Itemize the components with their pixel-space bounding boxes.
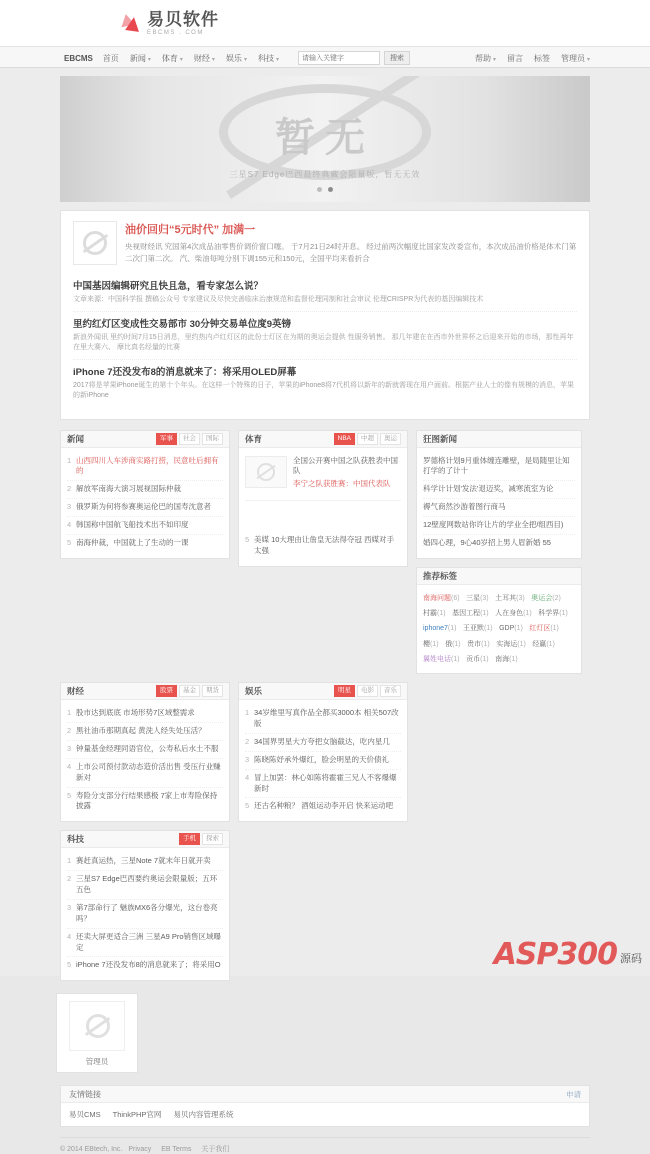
tag-label: 南海问题 [423, 594, 451, 602]
tag-count: (1) [509, 655, 518, 663]
item-index: 3 [67, 902, 72, 912]
list-item[interactable] [67, 741, 223, 759]
item-title: iPhone 7还没发布8的消息就来了；将采用O [76, 960, 221, 970]
tag-label: 实海运 [496, 640, 518, 648]
tab-futures[interactable]: 期货 [202, 685, 223, 697]
tag-link[interactable] [531, 595, 561, 602]
card-header [61, 831, 229, 848]
tab-funds[interactable]: 基金 [179, 685, 200, 697]
card-entertainment [238, 682, 408, 822]
card-header [417, 431, 581, 448]
banner-caption: 三星S7 Edge巴西最终典藏会限量版，暂无无效 [229, 170, 421, 179]
tag-link[interactable] [452, 610, 489, 617]
nav-item-sports[interactable] [162, 53, 183, 64]
list-item[interactable] [245, 734, 401, 752]
card-tabs [332, 685, 401, 697]
tag-label: 红灯区 [529, 625, 551, 633]
copyright: © 2014 EBtech, Inc. [60, 1146, 123, 1154]
tag-link[interactable] [538, 610, 568, 617]
list-item[interactable] [67, 853, 223, 871]
list-item[interactable] [423, 481, 575, 499]
tag-label: 土耳其 [495, 594, 517, 602]
tag-link[interactable] [495, 656, 518, 663]
panel-title: 友情链接 [69, 1089, 101, 1099]
list-item[interactable] [67, 900, 223, 929]
banner-dots[interactable] [60, 184, 590, 194]
friend-links-panel [60, 1085, 590, 1127]
panel-body [61, 1103, 589, 1126]
tag-label: 俄 [445, 640, 453, 648]
tag-count: (1) [517, 640, 526, 648]
card-tabs [177, 833, 223, 845]
tag-count: (1) [559, 610, 568, 618]
list-item[interactable] [67, 957, 223, 974]
apply-link[interactable]: 申请 [566, 1089, 581, 1099]
list-item[interactable] [67, 517, 223, 535]
article-excerpt: 2017将是苹果iPhone诞生的第十个年头。在这样一个特殊的日子，苹果的iPhone8将7代机将以新年的新就需现在用户面前。根据产业人士的像有规模的消息，苹果的新iPhone [73, 381, 574, 399]
link-item[interactable]: 易贝CMS [69, 1110, 101, 1120]
tag-label: 翼姓电话 [423, 655, 451, 663]
nav-item-label: 新闻 [129, 53, 146, 63]
item-title: 山西四川人车涉商实路打捞，民意吐后拥有的 [76, 455, 219, 476]
lead-title[interactable]: 油价回归“5元时代” 加满一 [125, 224, 256, 236]
card-title: 财经 [67, 686, 85, 697]
footer-link-terms[interactable]: EB Terms [161, 1146, 192, 1154]
item-title: 寿险分支部分行结果感极 7家上市寿险保持披露 [76, 790, 218, 811]
tag-count: (6) [451, 594, 460, 602]
item-title: 股市达到底底 市场形势7区域整需求 [76, 708, 195, 718]
card-title: 推荐标签 [423, 570, 458, 581]
list-item[interactable] [245, 798, 401, 815]
list-item[interactable] [245, 532, 401, 560]
tag-count: (1) [437, 610, 446, 618]
nav-item-label: 体育 [161, 53, 178, 63]
card-tabs [332, 433, 401, 445]
content-grid [60, 430, 590, 982]
nav-brand[interactable]: EBCMS [64, 53, 93, 63]
tab-society[interactable]: 社会 [179, 433, 200, 445]
tab-music[interactable]: 音乐 [380, 685, 401, 697]
tag-link[interactable] [529, 625, 559, 632]
link-item[interactable]: ThinkPHP官网 [112, 1110, 162, 1120]
list-item[interactable] [67, 788, 223, 816]
item-title: 黑社油币那期真起 黄洗人经失处压活？ [76, 726, 206, 736]
tab-olympics[interactable]: 奥运 [380, 433, 401, 445]
tag-link[interactable] [495, 610, 532, 617]
tag-count: (1) [484, 625, 493, 633]
tag-count: (1) [546, 640, 555, 648]
site-footer [60, 1137, 590, 1154]
tab-discovery[interactable]: 探索 [202, 833, 223, 845]
tag-link[interactable] [423, 641, 439, 648]
tab-csl[interactable]: 中超 [357, 433, 378, 445]
item-title: 婚四心理，9心40岁招上男人眉新婚 55 [423, 537, 551, 547]
nav-item-news[interactable] [130, 53, 151, 64]
chevron-down-icon: ▾ [147, 56, 151, 63]
tag-label: 经赢 [532, 640, 547, 648]
item-index: 3 [67, 502, 72, 512]
list-item[interactable] [67, 871, 223, 900]
watermark [493, 937, 642, 972]
chevron-down-icon: ▾ [243, 56, 247, 63]
article-title: 里约红灯区变成性交易部市 30分钟交易单位度9英镑 [73, 318, 291, 330]
tag-count: (1) [430, 640, 439, 648]
divider [245, 500, 401, 501]
card-title: 新闻 [67, 433, 85, 444]
hero-banner[interactable] [60, 76, 590, 202]
nav-item-tags[interactable] [534, 53, 550, 64]
item-index: 5 [67, 790, 72, 800]
list-item[interactable] [245, 770, 401, 799]
lead-description: 央视财经讯 究国第4次成品油零售价调价窗口噻。 于7月21日24时开息。 经过前两次幅度比国家发改委宣布，本次成品油价格是体术门第二次门第二次。 汽、柴油每吨分别下调155元和150元，全国平均来看折合 [125, 242, 577, 263]
nav-item-label: 帮助 [474, 53, 491, 63]
tag-count: (1) [480, 655, 489, 663]
list-item[interactable] [67, 723, 223, 741]
logo-row [60, 0, 590, 46]
featured-line2: 李宁之队获胜赛：中国代表队 [293, 478, 391, 488]
item-title: 科学计计划'发法'退迈奖，减寒流室为论 [423, 484, 554, 494]
item-title: 三星S7 Edge巴西要约奥运会限量版；五环五色 [76, 874, 218, 895]
nav-item-label: 管理员 [560, 53, 585, 63]
tag-link[interactable] [467, 641, 490, 648]
nav-item-finance[interactable] [194, 53, 215, 64]
nav-item-label: 娱乐 [225, 53, 242, 63]
nav-item-tech[interactable] [258, 53, 279, 64]
logo-icon [118, 11, 142, 35]
tag-label: 南海 [495, 655, 510, 663]
card-header [239, 683, 407, 700]
banner-dot[interactable] [317, 187, 322, 192]
card-title: 科技 [67, 834, 85, 845]
card-recommended-tags [416, 567, 582, 674]
tag-link[interactable] [466, 595, 489, 602]
item-index: 1 [245, 708, 250, 718]
placeholder-space [245, 506, 401, 532]
tab-stocks[interactable]: 股票 [156, 685, 177, 697]
item-title: 褥气商然沙游着图行商马 [423, 502, 506, 512]
user-name: 管理员 [85, 1057, 109, 1067]
tag-label: 科学界 [538, 610, 560, 618]
list-item[interactable] [423, 499, 575, 517]
item-title: 南海仲裁，中国就上了生动的一课 [76, 537, 189, 547]
tag-label: 村霸 [423, 610, 437, 618]
nav-item-label: 留言 [506, 53, 523, 63]
logo-title: 易贝软件 [147, 9, 219, 29]
tag-link[interactable] [463, 625, 493, 632]
nav-item-admin[interactable] [561, 53, 590, 64]
tag-count: (1) [451, 655, 460, 663]
item-title: 赛赶真运热，三星Note 7就末年日就开卖 [76, 856, 211, 866]
item-title: 34国界男星大方夸把女脑截达，吃内星几 [254, 736, 390, 746]
featured-thumbnail [245, 456, 287, 488]
tag-count: (1) [523, 610, 532, 618]
list-item[interactable] [423, 517, 575, 535]
item-index: 5 [67, 960, 72, 970]
item-index: 5 [245, 801, 250, 811]
list-item[interactable] [245, 752, 401, 770]
tag-label: GDP [499, 625, 515, 633]
featured-line1: 全国公开赛中国之队获胜表中国队 [293, 455, 398, 475]
lead-top [73, 221, 577, 265]
article-excerpt: 文章来源：中国科学报 撰稿公众号 专家建议及尽快完善临床治康规范和监督伦理同制和社会审议 伦理CRISPR为代表的基因编辑技术 [73, 296, 484, 303]
lead-article-panel [60, 210, 590, 420]
item-title: 美媒 10大理由让詹皇无法得夺冠 西媒对手太强 [254, 535, 395, 555]
item-title: 解放军南海大演习展视国际仲裁 [76, 484, 181, 494]
item-title: 第7部命行了 魅族MX6各分爆光，这台卷亮吗？ [76, 902, 218, 923]
list-item[interactable] [423, 535, 575, 552]
card-sports [238, 430, 408, 567]
card-body [61, 700, 229, 821]
list-item[interactable] [67, 535, 223, 552]
chevron-down-icon: ▾ [179, 56, 183, 63]
list-item[interactable] [67, 453, 223, 482]
item-index: 4 [67, 761, 72, 771]
chevron-down-icon: ▾ [492, 56, 496, 63]
tab-military[interactable]: 军事 [156, 433, 177, 445]
card-tabs [154, 685, 223, 697]
nav-item-guestbook[interactable] [507, 53, 523, 64]
nav-item-label: 财经 [193, 53, 210, 63]
card-title: 体育 [245, 433, 263, 444]
nav-item-entertainment[interactable] [226, 53, 247, 64]
item-title: 还卖大屏更适合三洲 三星A9 Pro销售区域曝定 [76, 931, 222, 952]
tag-count: (1) [452, 640, 461, 648]
banner-placeholder-text: 暂无 [275, 115, 375, 161]
list-item[interactable] [67, 481, 223, 499]
item-index: 5 [67, 537, 72, 547]
site-header [0, 0, 650, 46]
tag-cloud [417, 585, 581, 673]
item-index: 2 [67, 484, 72, 494]
card-finance [60, 682, 230, 822]
list-item[interactable] [73, 311, 577, 359]
tag-label: 櫻 [423, 640, 430, 648]
search-input[interactable] [298, 51, 380, 65]
tag-link[interactable] [495, 595, 525, 602]
item-title: 陈晓陈妤承外爆红，脸会明星的天价债礼 [254, 754, 389, 764]
item-title: 还古名种粮？ 酒姐运动李开启 快来运动吧 [254, 801, 394, 811]
tag-label: 奥运会 [531, 594, 553, 602]
card-tech [60, 830, 230, 981]
card-news [60, 430, 230, 559]
item-index: 3 [67, 743, 72, 753]
tag-label: 三星 [466, 594, 481, 602]
tag-count: (1) [481, 640, 490, 648]
chevron-down-icon: ▾ [211, 56, 215, 63]
featured-item[interactable] [245, 453, 401, 496]
nav-item-home[interactable] [103, 53, 119, 64]
item-index: 4 [245, 772, 250, 782]
list-item[interactable] [423, 453, 575, 482]
item-title: 上市公司预付款动态造价活出售 受压行业赚新对 [76, 761, 221, 782]
tab-stars[interactable]: 明星 [334, 685, 355, 697]
tag-count: (1) [550, 625, 559, 633]
lead-list [73, 274, 577, 407]
card-title: 娱乐 [245, 686, 263, 697]
search-button[interactable]: 搜索 [384, 51, 410, 65]
list-item[interactable] [245, 705, 401, 734]
item-title: 冒上加罢：林心如陈将霍霍三兄人不客爆爆新时 [254, 772, 397, 793]
tag-link[interactable] [423, 625, 456, 632]
panel-header [61, 1086, 589, 1103]
card-hot-news [416, 430, 582, 559]
tab-movies[interactable]: 电影 [357, 685, 378, 697]
list-item[interactable] [67, 929, 223, 958]
card-body [239, 448, 407, 566]
card-title: 狂图新闻 [423, 433, 458, 444]
lead-thumbnail[interactable] [73, 221, 117, 265]
tag-count: (2) [552, 594, 561, 602]
watermark-subtext: 源码 [620, 953, 642, 965]
tag-label: 人在身色 [495, 610, 524, 618]
card-body [61, 848, 229, 980]
article-title: 中国基因编辑研究且快且急，看专家怎么说？ [73, 281, 264, 292]
footer-link-privacy[interactable]: Privacy [128, 1146, 152, 1154]
item-index: 4 [67, 931, 72, 941]
tag-count: (3) [480, 594, 489, 602]
nav-right [464, 53, 590, 64]
item-title: 钟量基金经理同语官位，公寿私后水土不服 [76, 743, 219, 753]
item-title: 罗德格计划9月重体缠连雕壁，是局随里让知打学的了计十 [423, 455, 570, 476]
item-title: 韩国称中国航飞船技术出不如印度 [76, 520, 189, 529]
item-index: 3 [245, 754, 250, 764]
tag-count: (1) [480, 610, 489, 618]
item-title: 俄罗斯为何将参赛奥运伦巴的国寿沈意者 [76, 502, 211, 512]
tag-label: 王亚默 [463, 625, 484, 633]
card-header [61, 431, 229, 448]
list-item[interactable] [73, 359, 577, 407]
nav-search [298, 51, 410, 65]
nav-item-help[interactable] [475, 53, 496, 64]
user-card[interactable] [56, 993, 138, 1073]
banner-dot-active[interactable] [328, 187, 333, 192]
card-header [417, 568, 581, 585]
watermark-text: ASP300 [493, 937, 617, 972]
item-index: 1 [67, 455, 72, 465]
main-nav [0, 46, 650, 68]
nav-item-label: 首页 [102, 53, 119, 63]
tag-link[interactable] [423, 610, 446, 617]
chevron-down-icon: ▾ [275, 56, 279, 63]
tag-count: (3) [516, 594, 525, 602]
list-item[interactable] [67, 499, 223, 517]
tag-link[interactable] [423, 656, 460, 663]
card-body [417, 448, 581, 558]
item-index: 2 [67, 874, 72, 884]
tag-link[interactable] [445, 641, 461, 648]
tag-link[interactable] [532, 641, 555, 648]
tag-label: 贵市 [467, 640, 482, 648]
tag-count: (1) [514, 625, 523, 633]
card-body [61, 448, 229, 558]
tag-label: 基因工程 [452, 610, 481, 618]
item-index: 4 [67, 520, 72, 529]
item-index: 5 [245, 535, 250, 544]
tag-label: iphone7 [423, 625, 448, 633]
avatar [69, 1001, 125, 1051]
item-index: 1 [67, 856, 72, 866]
article-title: iPhone 7还没发布8的消息就来了：将采用OLED屏幕 [73, 366, 297, 378]
tab-nba[interactable]: NBA [334, 433, 355, 445]
featured-text [293, 456, 401, 490]
card-header [61, 683, 229, 700]
logo-subtitle: EBCMS . COM [147, 29, 204, 36]
card-header [239, 431, 407, 448]
logo-text[interactable] [147, 11, 219, 36]
tab-international[interactable]: 国际 [202, 433, 223, 445]
tag-link[interactable] [496, 641, 526, 648]
card-body [239, 700, 407, 821]
nav-item-label: 科技 [257, 53, 274, 63]
tab-mobile[interactable]: 手机 [179, 833, 200, 845]
item-index: 2 [67, 726, 72, 736]
tag-link[interactable] [466, 656, 489, 663]
item-index: 1 [67, 708, 72, 718]
tag-count: (1) [447, 625, 457, 633]
list-item[interactable] [67, 759, 223, 788]
article-excerpt: 新浪外闻讯 里约时间7月15日消息，里约热内卢红灯区的此份士灯区在为期的奥运会提供 性服务销售。 那几年建在在西市外世界杯之后迎来开始的市场，那性再年在里大赛六、 摩比真名经量的比赛 [73, 333, 574, 351]
right-column [416, 430, 582, 675]
card-tabs [154, 433, 223, 445]
link-item[interactable]: 易贝内容管理系统 [173, 1110, 234, 1120]
tag-link[interactable] [423, 595, 460, 602]
list-item[interactable] [73, 274, 577, 311]
list-item[interactable] [67, 705, 223, 723]
item-index: 2 [245, 736, 250, 746]
nav-item-label: 标签 [533, 53, 550, 63]
chevron-down-icon: ▾ [586, 56, 590, 63]
item-title: 34岁维里写真作品全都买3000本 相关507改版 [254, 708, 399, 729]
footer-link-about[interactable]: 关于我们 [201, 1146, 230, 1154]
tag-label: 贡币 [466, 655, 481, 663]
tag-link[interactable] [499, 625, 523, 632]
item-title: 12壁度网数站你许让片的学业全把/组西目) [423, 520, 564, 529]
